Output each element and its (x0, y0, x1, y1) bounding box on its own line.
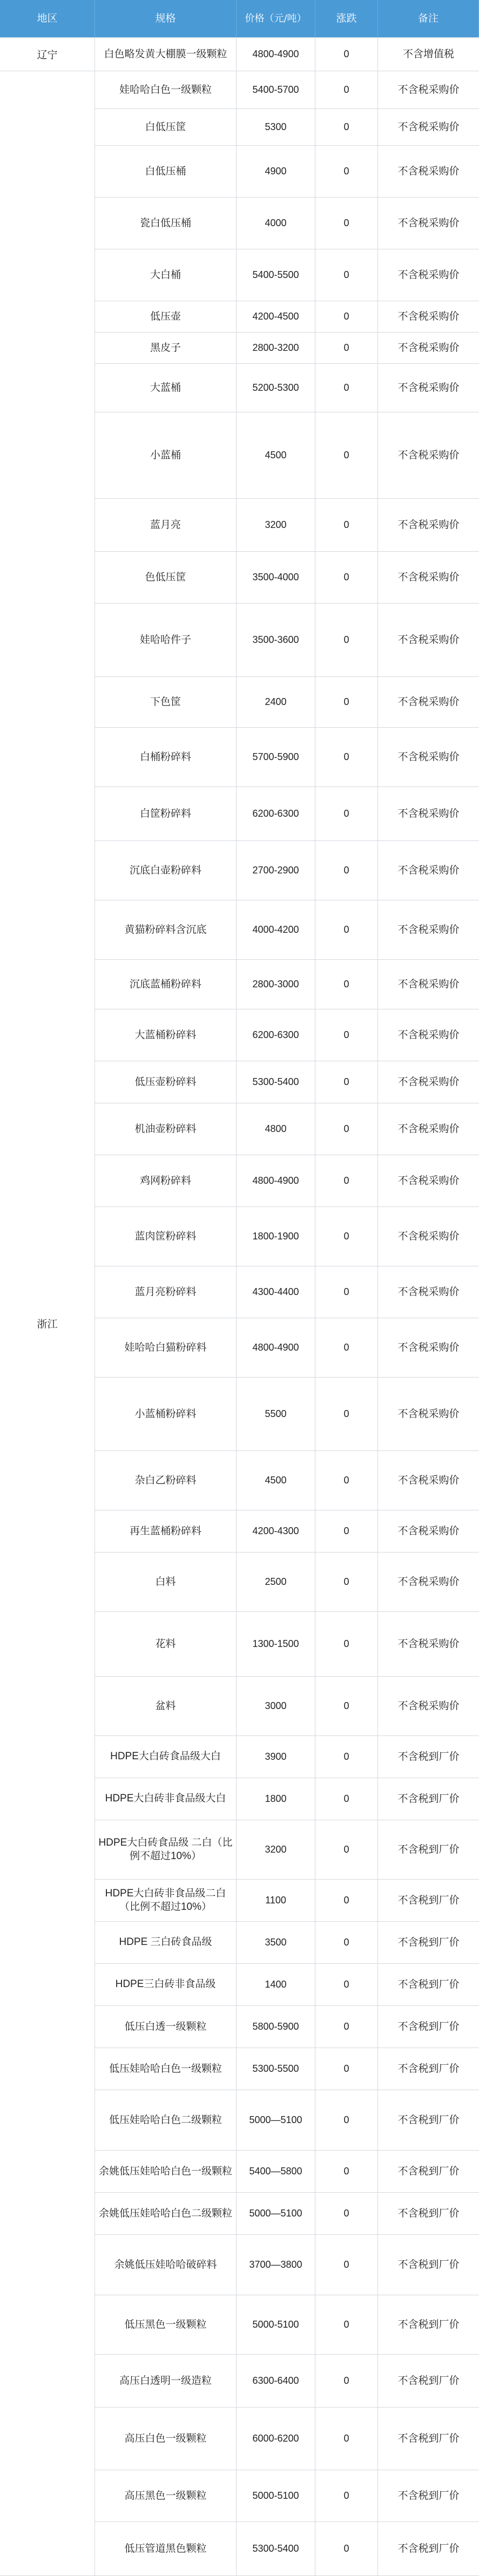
row-change: 0 (315, 2522, 378, 2575)
row-change: 0 (315, 2235, 378, 2295)
header-change: 涨跌 (315, 0, 378, 37)
row-price: 2700-2900 (237, 841, 315, 900)
row-note: 不含税采购价 (397, 1576, 460, 1588)
row-spec: 黑皮子 (95, 333, 237, 363)
row-price: 4000-4200 (237, 900, 315, 959)
row-spec: 盆料 (95, 1677, 237, 1736)
row-price: 4000 (237, 198, 315, 249)
row-change: 0 (315, 1266, 378, 1318)
row-price: 3500-4000 (237, 552, 315, 603)
row-spec: 低压娃哈哈白色二级颗粒 (95, 2090, 237, 2150)
row-price: 3700—3800 (237, 2235, 315, 2295)
row-spec: 低压娃哈哈白色一级颗粒 (95, 2048, 237, 2090)
row-note: 不含税到厂价 (397, 1751, 460, 1763)
row-spec: HDPE大白砖食品级 二白（比例不超过10%） (95, 1820, 237, 1879)
table-row (95, 1378, 479, 1451)
row-note: 不含税到厂价 (397, 2543, 460, 2555)
row-change: 0 (315, 301, 378, 332)
row-spec: 机油壶粉碎料 (95, 1103, 237, 1155)
row-change: 0 (315, 728, 378, 787)
table-row (95, 71, 479, 109)
table-row (95, 1922, 479, 1964)
row-price: 5200-5300 (237, 364, 315, 412)
row-spec: 白低压筐 (95, 109, 237, 145)
row-spec: 沉底白壶粉碎料 (95, 841, 237, 900)
row-spec: 低压壶 (95, 301, 237, 332)
table-row (95, 1510, 479, 1553)
row-spec: 再生蓝桶粉碎料 (95, 1510, 237, 1552)
row-price: 5000—5100 (237, 2090, 315, 2150)
row-change: 0 (315, 900, 378, 959)
row-change: 0 (315, 1510, 378, 1552)
row-note: 不含税采购价 (397, 1408, 460, 1420)
table-row (95, 364, 479, 412)
row-note: 不含税到厂价 (397, 2319, 460, 2331)
row-spec: HDPE三白砖非食品级 (95, 1964, 237, 2005)
row-price: 1100 (237, 1880, 315, 1921)
row-note: 不含税采购价 (397, 808, 460, 820)
row-note: 不含税到厂价 (397, 1894, 460, 1907)
row-note: 不含税到厂价 (397, 1793, 460, 1805)
table-row (95, 604, 479, 677)
row-price: 3200 (237, 499, 315, 551)
header-price: 价格（元/吨） (237, 0, 315, 37)
row-change: 0 (315, 2090, 378, 2150)
row-note: 不含税采购价 (397, 751, 460, 763)
row-note: 不含税采购价 (397, 165, 460, 178)
row-note: 不含税到厂价 (397, 1978, 460, 1991)
row-note: 不含税采购价 (397, 1474, 460, 1487)
table-row (95, 1880, 479, 1922)
row-spec: 小蓝桶 (95, 412, 237, 498)
row-price: 3000 (237, 1677, 315, 1736)
table-row (95, 1677, 479, 1736)
row-price: 5700-5900 (237, 728, 315, 787)
row-spec: 低压白透一级颗粒 (95, 2006, 237, 2048)
row-price: 6200-6300 (237, 787, 315, 840)
table-row (95, 249, 479, 301)
row-change: 0 (315, 1964, 378, 2005)
table-row (95, 2355, 479, 2408)
row-spec: 瓷白低压桶 (95, 198, 237, 249)
row-spec: 低压壶粉碎料 (95, 1061, 237, 1103)
row-price: 3500-3600 (237, 604, 315, 676)
table-row (95, 1778, 479, 1820)
row-price: 4200-4500 (237, 301, 315, 332)
row-spec: 娃哈哈件子 (95, 604, 237, 676)
row-spec: 余姚低压娃哈哈白色一级颗粒 (95, 2151, 237, 2192)
table-row (95, 146, 479, 198)
row-change: 0 (315, 1820, 378, 1879)
row-change: 0 (315, 2408, 378, 2470)
row-spec: 白料 (95, 1553, 237, 1611)
table-row (95, 2408, 479, 2470)
row-spec: 黄猫粉碎料含沉底 (95, 900, 237, 959)
row-change: 0 (315, 1061, 378, 1103)
header-spec: 规格 (95, 0, 237, 37)
table-row (95, 677, 479, 728)
row-change: 0 (315, 552, 378, 603)
row-change: 0 (315, 1736, 378, 1778)
row-note: 不含税采购价 (397, 1076, 460, 1088)
row-price: 4800-4900 (237, 38, 315, 71)
table-row (95, 38, 479, 71)
row-note: 不含税采购价 (397, 217, 460, 229)
table-row (95, 900, 479, 960)
row-spec: 下色筐 (95, 677, 237, 727)
row-spec: 杂白乙粉碎料 (95, 1451, 237, 1510)
row-change: 0 (315, 787, 378, 840)
row-note: 不含税采购价 (397, 269, 460, 281)
table-row (95, 1736, 479, 1778)
table-row (95, 2193, 479, 2235)
row-change: 0 (315, 2006, 378, 2048)
row-note: 不含税采购价 (397, 1286, 460, 1298)
row-note: 不含税采购价 (397, 1230, 460, 1243)
row-price: 1300-1500 (237, 1612, 315, 1676)
row-price: 6300-6400 (237, 2355, 315, 2407)
row-spec: 蓝月亮 (95, 499, 237, 551)
row-change: 0 (315, 71, 378, 109)
row-note: 不含税到厂价 (397, 2490, 460, 2502)
table-row (95, 2235, 479, 2295)
table-row (95, 787, 479, 841)
row-change: 0 (315, 841, 378, 900)
row-spec: HDPE 三白砖食品级 (95, 1922, 237, 1963)
row-change: 0 (315, 146, 378, 197)
row-change: 0 (315, 1103, 378, 1155)
row-spec: 娃哈哈白色一级颗粒 (95, 71, 237, 109)
row-note: 不含税采购价 (397, 1341, 460, 1354)
row-note: 不含增值税 (402, 48, 454, 60)
table-row (95, 499, 479, 552)
table-row (95, 301, 479, 333)
header-note: 备注 (378, 0, 479, 37)
row-spec: 余姚低压娃哈哈破碎料 (95, 2235, 237, 2295)
row-note: 不含税采购价 (397, 924, 460, 936)
row-change: 0 (315, 1922, 378, 1963)
row-price: 2400 (237, 677, 315, 727)
row-price: 1800 (237, 1778, 315, 1820)
row-note: 不含税到厂价 (397, 2063, 460, 2075)
row-price: 2800-3000 (237, 960, 315, 1009)
row-spec: HDPE大白砖非食品级二白（比例不超过10%） (95, 1880, 237, 1921)
row-price: 2500 (237, 1553, 315, 1611)
row-spec: HDPE大白砖食品级大白 (95, 1736, 237, 1778)
row-change: 0 (315, 364, 378, 412)
row-spec: 大蓝桶粉碎料 (95, 1009, 237, 1061)
table-row (95, 1061, 479, 1103)
region-zhejiang: 浙江 (0, 71, 95, 2576)
table-row (95, 109, 479, 146)
row-spec: HDPE大白砖非食品级大白 (95, 1778, 237, 1820)
table-row (95, 1009, 479, 1061)
table-row (95, 2522, 479, 2576)
table-row (95, 412, 479, 499)
row-spec: 娃哈哈白猫粉碎料 (95, 1318, 237, 1377)
row-note: 不含税采购价 (397, 1700, 460, 1712)
row-change: 0 (315, 1880, 378, 1921)
table-row (95, 2048, 479, 2090)
row-change: 0 (315, 2193, 378, 2234)
table-row (95, 1103, 479, 1155)
row-price: 5000—5100 (237, 2193, 315, 2234)
table-row (95, 2090, 479, 2151)
row-note: 不含税采购价 (397, 864, 460, 877)
row-spec: 低压黑色一级颗粒 (95, 2295, 237, 2354)
row-spec: 高压白色一级颗粒 (95, 2408, 237, 2470)
row-spec: 高压黑色一级颗粒 (95, 2470, 237, 2521)
row-change: 0 (315, 1677, 378, 1736)
table-row (95, 1612, 479, 1677)
row-note: 不含税采购价 (397, 1638, 460, 1650)
row-price: 4500 (237, 412, 315, 498)
row-price: 5300-5400 (237, 2522, 315, 2575)
row-spec: 沉底蓝桶粉碎料 (95, 960, 237, 1009)
row-spec: 鸡网粉碎料 (95, 1155, 237, 1206)
row-price: 3500 (237, 1922, 315, 1963)
row-price: 4800-4900 (237, 1155, 315, 1206)
row-note: 不含税采购价 (397, 1123, 460, 1135)
row-price: 5500 (237, 1378, 315, 1450)
row-note: 不含税采购价 (397, 1029, 460, 1041)
row-note: 不含税采购价 (397, 978, 460, 991)
row-spec: 大白桶 (95, 249, 237, 301)
row-spec: 白低压桶 (95, 146, 237, 197)
row-price: 4200-4300 (237, 1510, 315, 1552)
row-change: 0 (315, 1451, 378, 1510)
row-spec: 白筐粉碎料 (95, 787, 237, 840)
row-price: 2800-3200 (237, 333, 315, 363)
row-change: 0 (315, 38, 378, 71)
table-row (95, 1964, 479, 2006)
row-note: 不含税到厂价 (397, 2114, 460, 2126)
table-row (95, 198, 479, 249)
row-price: 1400 (237, 1964, 315, 2005)
table-row (95, 841, 479, 900)
row-note: 不含税到厂价 (397, 2165, 460, 2178)
row-note: 不含税采购价 (397, 342, 460, 354)
row-note: 不含税到厂价 (397, 1843, 460, 1856)
table-row (95, 333, 479, 364)
row-change: 0 (315, 2151, 378, 2192)
row-change: 0 (315, 1207, 378, 1266)
table-row (95, 1820, 479, 1880)
row-note: 不含税采购价 (397, 571, 460, 584)
row-change: 0 (315, 1778, 378, 1820)
row-spec: 花料 (95, 1612, 237, 1676)
row-change: 0 (315, 1553, 378, 1611)
row-price: 5800-5900 (237, 2006, 315, 2048)
row-note: 不含税采购价 (397, 382, 460, 394)
table-row (95, 1207, 479, 1266)
row-change: 0 (315, 499, 378, 551)
table-row (95, 960, 479, 1009)
row-note: 不含税采购价 (397, 519, 460, 531)
row-note: 不含税采购价 (397, 1525, 460, 1537)
row-change: 0 (315, 109, 378, 145)
row-note: 不含税采购价 (397, 121, 460, 133)
row-spec: 蓝月亮粉碎料 (95, 1266, 237, 1318)
row-price: 5400-5500 (237, 249, 315, 301)
row-spec: 高压白透明一级造粒 (95, 2355, 237, 2407)
table-row (95, 552, 479, 604)
row-price: 5400—5800 (237, 2151, 315, 2192)
table-row (95, 2470, 479, 2522)
row-spec: 低压管道黑色颗粒 (95, 2522, 237, 2575)
row-change: 0 (315, 1378, 378, 1450)
table-row (95, 2006, 479, 2048)
row-price: 5000-5100 (237, 2470, 315, 2521)
row-spec: 大蓝桶 (95, 364, 237, 412)
row-price: 4900 (237, 146, 315, 197)
table-row (95, 1553, 479, 1612)
row-change: 0 (315, 1009, 378, 1061)
row-price: 4800-4900 (237, 1318, 315, 1377)
row-change: 0 (315, 412, 378, 498)
row-price: 5400-5700 (237, 71, 315, 109)
row-note: 不含税采购价 (397, 84, 460, 96)
table-row (95, 1451, 479, 1510)
row-spec: 色低压筐 (95, 552, 237, 603)
row-price: 5300-5400 (237, 1061, 315, 1103)
row-note: 不含税采购价 (397, 634, 460, 646)
row-spec: 余姚低压娃哈哈白色二级颗粒 (95, 2193, 237, 2234)
row-spec: 白桶粉碎料 (95, 728, 237, 787)
row-price: 5300-5500 (237, 2048, 315, 2090)
row-price: 6000-6200 (237, 2408, 315, 2470)
row-note: 不含税到厂价 (397, 2375, 460, 2387)
row-change: 0 (315, 1318, 378, 1377)
row-spec: 蓝肉筐粉碎料 (95, 1207, 237, 1266)
row-price: 5000-5100 (237, 2295, 315, 2354)
row-note: 不含税采购价 (397, 1175, 460, 1187)
row-price: 4300-4400 (237, 1266, 315, 1318)
row-change: 0 (315, 249, 378, 301)
row-change: 0 (315, 677, 378, 727)
row-change: 0 (315, 604, 378, 676)
row-note: 不含税采购价 (397, 696, 460, 708)
row-change: 0 (315, 2470, 378, 2521)
row-change: 0 (315, 1612, 378, 1676)
row-note: 不含税到厂价 (397, 2432, 460, 2445)
row-change: 0 (315, 2355, 378, 2407)
table-row (95, 1155, 479, 1207)
row-change: 0 (315, 2295, 378, 2354)
table-row (95, 1266, 479, 1318)
table-row (95, 728, 479, 787)
row-spec: 白色略发黄大棚膜一级颗粒 (95, 38, 237, 71)
row-price: 4800 (237, 1103, 315, 1155)
row-note: 不含税到厂价 (397, 1936, 460, 1949)
row-change: 0 (315, 333, 378, 363)
row-note: 不含税到厂价 (397, 2259, 460, 2271)
row-note: 不含税到厂价 (397, 2207, 460, 2220)
row-note: 不含税到厂价 (397, 2021, 460, 2033)
header-region: 地区 (0, 0, 95, 37)
table-header (0, 0, 479, 38)
row-note: 不含税采购价 (397, 310, 460, 323)
row-price: 4500 (237, 1451, 315, 1510)
row-change: 0 (315, 960, 378, 1009)
table-row (95, 2295, 479, 2355)
row-change: 0 (315, 1155, 378, 1206)
row-price: 6200-6300 (237, 1009, 315, 1061)
row-price: 1800-1900 (237, 1207, 315, 1266)
row-price: 3200 (237, 1820, 315, 1879)
row-change: 0 (315, 198, 378, 249)
row-note: 不含税采购价 (397, 449, 460, 462)
row-spec: 小蓝桶粉碎料 (95, 1378, 237, 1450)
row-price: 5300 (237, 109, 315, 145)
table-row (95, 1318, 479, 1378)
table-row (95, 2151, 479, 2193)
region-liaoning: 辽宁 (0, 38, 95, 71)
row-price: 3900 (237, 1736, 315, 1778)
row-change: 0 (315, 2048, 378, 2090)
